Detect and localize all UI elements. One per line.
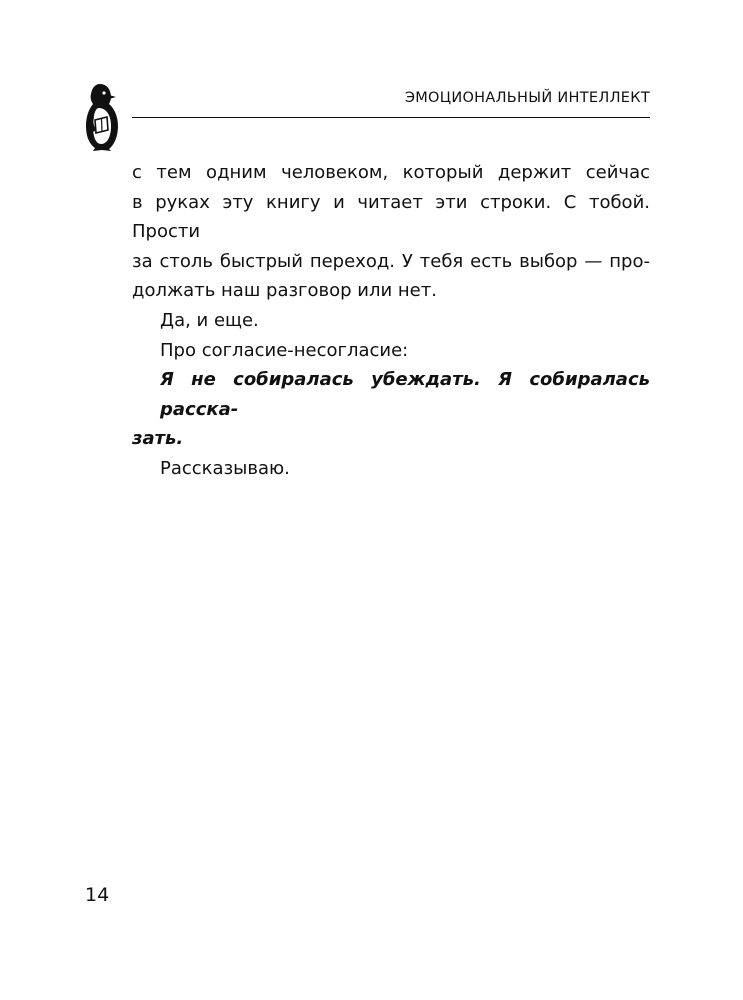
header-divider <box>132 117 650 118</box>
paragraph: Да, и еще. <box>160 309 259 331</box>
emphasis-line: зать. <box>132 428 184 450</box>
running-head-title: ЭМОЦИОНАЛЬНЫЙ ИНТЕЛЛЕКТ <box>404 90 650 106</box>
body-text <box>132 158 650 484</box>
text-line: должать наш разговор или нет. <box>132 280 437 302</box>
page-number: 14 <box>85 884 110 906</box>
penguin-reading-icon <box>80 82 126 152</box>
emphasis-line: Я не собиралась убеждать. Я собиралась расска- <box>160 369 650 420</box>
paragraph: Рассказываю. <box>160 457 290 479</box>
text-line: в руках эту книгу и читает эти строки. С тобой. Прости <box>132 191 650 243</box>
text-line: за столь быстрый переход. У тебя есть выбор — про- <box>132 250 650 272</box>
text-line: с тем одним человеком, который держит сейчас <box>132 162 650 183</box>
paragraph: Про согласие-несогласие: <box>160 339 409 361</box>
